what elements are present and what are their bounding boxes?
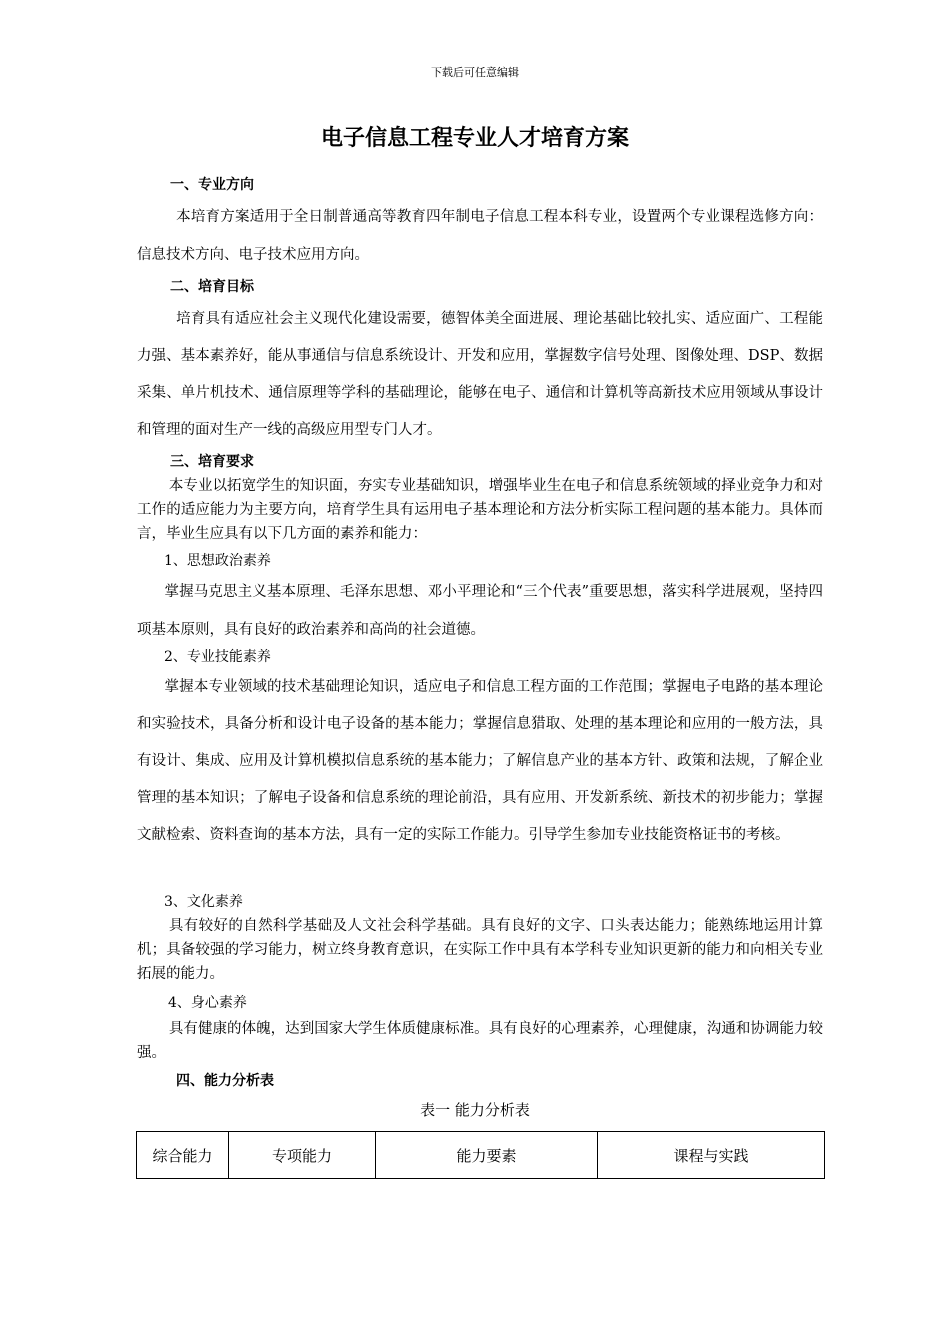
subsection-label-2: 2、专业技能素养 <box>164 649 271 665</box>
header-comprehensive-ability: 综合能力 <box>137 1132 229 1179</box>
section-heading-3: 三、培育要求 <box>170 454 254 470</box>
subsection-label-4: 4、身心素养 <box>168 995 247 1011</box>
section-heading-1: 一、专业方向 <box>170 177 254 193</box>
subsection-label-3: 3、文化素养 <box>164 894 243 910</box>
ability-analysis-table <box>136 1131 825 1179</box>
document-title: 电子信息工程专业人才培育方案 <box>320 126 629 151</box>
header-specialized-ability: 专项能力 <box>229 1132 376 1179</box>
subsection-text-1: 掌握马克思主义基本原理、毛泽东思想、邓小平理论和“三个代表”重要思想，落实科学进展观，坚持四项基本原则，具有良好的政治素养和高尚的社会道德。 <box>137 584 823 638</box>
section-heading-2: 二、培育目标 <box>170 279 254 295</box>
table-header-row <box>137 1132 825 1179</box>
section-3-paragraph: 本专业以拓宽学生的知识面，夯实专业基础知识，增强毕业生在电子和信息系统领域的择业竞争力和对工作的适应能力为主要方向，培育学生具有运用电子基本理论和方法分析实际工程问题的基本能力。具体而言，毕业生应具有以下几方面的素养和能力： <box>137 478 823 542</box>
header-courses-and-practice: 课程与实践 <box>598 1132 825 1179</box>
subsection-text-2: 掌握本专业领域的技术基础理论知识，适应电子和信息工程方面的工作范围；掌握电子电路的基本理论和实验技术，具备分析和设计电子设备的基本能力；掌握信息猎取、处理的基本理论和应用的一般方法，具有设计、集成、应用及计算机模拟信息系统的基本能力；了解信息产业的基本方针、政策和法规，了解企业管理的基本知识；了解电子设备和信息系统的理论前沿，具有应用、开发新系统、新技术的初步能力；掌握文献检索、资料查询的基本方法，具有一定的实际工作能力。引导学生参加专业技能资格证书的考核。 <box>137 679 823 843</box>
header-ability-elements: 能力要素 <box>376 1132 598 1179</box>
section-2-paragraph: 培育具有适应社会主义现代化建设需要，德智体美全面进展、理论基础比较扎实、适应面广、工程能力强、基本素养好，能从事通信与信息系统设计、开发和应用，掌握数字信号处理、图像处理、DSP、数据采集、单片机技术、通信原理等学科的基础理论，能够在电子、通信和计算机等高新技术应用领域从事设计和管理的面对生产一线的高级应用型专门人才。 <box>137 311 823 438</box>
subsection-text-3: 具有较好的自然科学基础及人文社会科学基础。具有良好的文字、口头表达能力；能熟练地运用计算机；具备较强的学习能力，树立终身教育意识，在实际工作中具有本学科专业知识更新的能力和向相关专业拓展的能力。 <box>137 918 823 982</box>
section-1-paragraph: 本培育方案适用于全日制普通高等教育四年制电子信息工程本科专业，设置两个专业课程选修方向：信息技术方向、电子技术应用方向。 <box>137 209 823 263</box>
subsection-label-1: 1、思想政治素养 <box>164 553 271 569</box>
section-heading-4: 四、能力分析表 <box>176 1073 274 1089</box>
table-caption: 表一 能力分析表 <box>420 1101 530 1119</box>
page-header-note: 下载后可任意编辑 <box>431 66 519 79</box>
subsection-text-4: 具有健康的体魄，达到国家大学生体质健康标准。具有良好的心理素养，心理健康，沟通和协调能力较强。 <box>137 1021 823 1061</box>
